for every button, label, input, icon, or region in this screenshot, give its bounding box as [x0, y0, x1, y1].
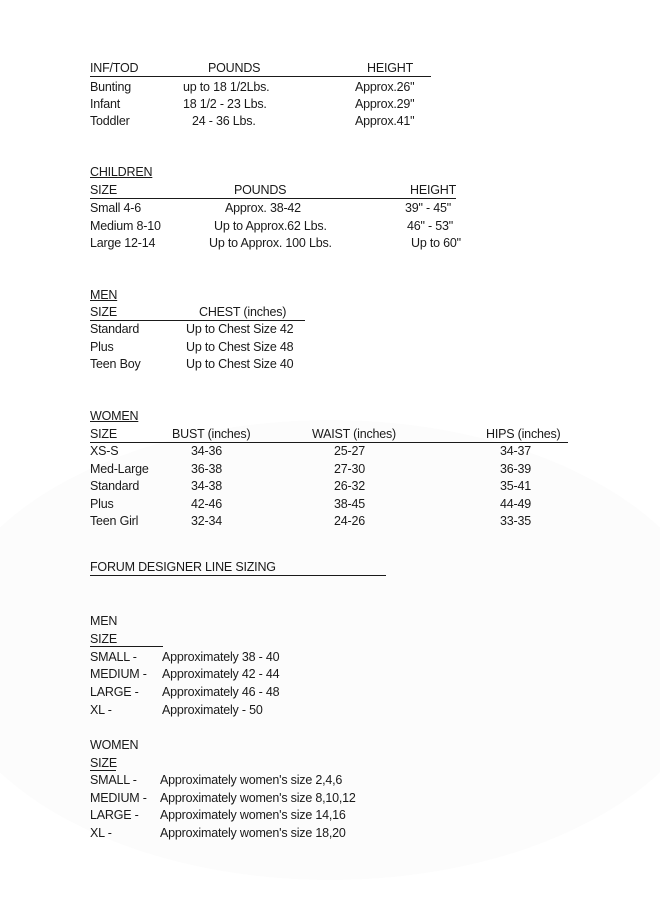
table-cell: 27-30: [334, 462, 365, 476]
list-item: MEDIUM -: [90, 791, 147, 805]
table-cell: Approx.41": [355, 114, 415, 128]
children-header-pounds: POUNDS: [234, 183, 287, 197]
women-header-rule: [90, 442, 568, 443]
table-cell: Small 4-6: [90, 201, 141, 215]
list-item: XL -: [90, 703, 112, 717]
women-title: WOMEN: [90, 409, 139, 423]
list-item: MEDIUM -: [90, 667, 147, 681]
women-header-waist: WAIST (inches): [312, 427, 397, 441]
list-item: Approximately women's size 2,4,6: [160, 773, 343, 787]
men-header-rule: [90, 320, 305, 321]
children-title: CHILDREN: [90, 165, 153, 179]
designer-men-size-rule: [90, 646, 163, 647]
table-cell: Infant: [90, 97, 121, 111]
women-header-hips: HIPS (inches): [486, 427, 561, 441]
table-cell: 34-36: [191, 444, 222, 458]
table-cell: Teen Boy: [90, 357, 141, 371]
list-item: SMALL -: [90, 650, 137, 664]
inf-tod-header-pounds: POUNDS: [208, 61, 261, 75]
men-header-size: SIZE: [90, 305, 117, 319]
table-cell: Standard: [90, 322, 140, 336]
table-cell: Approx. 38-42: [225, 201, 301, 215]
table-cell: 34-38: [191, 479, 222, 493]
table-cell: Up to Approx.62 Lbs.: [214, 219, 327, 233]
designer-title-rule: [90, 575, 386, 576]
table-cell: Approx.29": [355, 97, 415, 111]
table-cell: Bunting: [90, 80, 131, 94]
list-item: Approximately - 50: [162, 703, 263, 717]
table-cell: 38-45: [334, 497, 365, 511]
table-cell: 33-35: [500, 514, 531, 528]
table-cell: Med-Large: [90, 462, 149, 476]
designer-men-title: MEN: [90, 614, 118, 628]
list-item: Approximately 38 - 40: [162, 650, 280, 664]
table-cell: Approx.26": [355, 80, 415, 94]
table-cell: Teen Girl: [90, 514, 139, 528]
list-item: LARGE -: [90, 808, 139, 822]
table-cell: 18 1/2 - 23 Lbs.: [183, 97, 267, 111]
table-cell: 34-37: [500, 444, 531, 458]
table-cell: Plus: [90, 340, 114, 354]
table-cell: Up to Chest Size 40: [186, 357, 294, 371]
table-cell: Up to Approx. 100 Lbs.: [209, 236, 332, 250]
designer-men-size-label: SIZE: [90, 632, 117, 646]
table-cell: Large 12-14: [90, 236, 156, 250]
designer-women-size-rule: [90, 770, 116, 771]
table-cell: 46" - 53": [407, 219, 453, 233]
designer-title: FORUM DESIGNER LINE SIZING: [90, 560, 276, 574]
list-item: Approximately 42 - 44: [162, 667, 280, 681]
table-cell: XS-S: [90, 444, 119, 458]
list-item: Approximately women's size 14,16: [160, 808, 346, 822]
table-cell: 39" - 45": [405, 201, 451, 215]
list-item: LARGE -: [90, 685, 139, 699]
list-item: SMALL -: [90, 773, 137, 787]
table-cell: Standard: [90, 479, 140, 493]
women-header-size: SIZE: [90, 427, 117, 441]
men-header-chest: CHEST (inches): [199, 305, 287, 319]
table-cell: Up to Chest Size 48: [186, 340, 294, 354]
table-cell: Up to 60": [411, 236, 461, 250]
inf-tod-header-label: INF/TOD: [90, 61, 139, 75]
women-header-bust: BUST (inches): [172, 427, 251, 441]
table-cell: Medium 8-10: [90, 219, 161, 233]
table-cell: Plus: [90, 497, 114, 511]
table-cell: 36-38: [191, 462, 222, 476]
list-item: Approximately 46 - 48: [162, 685, 280, 699]
table-cell: 42-46: [191, 497, 222, 511]
table-cell: 24-26: [334, 514, 365, 528]
table-cell: 26-32: [334, 479, 365, 493]
table-cell: 44-49: [500, 497, 531, 511]
table-cell: 32-34: [191, 514, 222, 528]
table-cell: Toddler: [90, 114, 130, 128]
designer-women-size-label: SIZE: [90, 756, 117, 770]
list-item: Approximately women's size 18,20: [160, 826, 346, 840]
table-cell: Up to Chest Size 42: [186, 322, 294, 336]
list-item: Approximately women's size 8,10,12: [160, 791, 356, 805]
table-cell: 35-41: [500, 479, 531, 493]
designer-women-title: WOMEN: [90, 738, 139, 752]
table-cell: 25-27: [334, 444, 365, 458]
inf-tod-header-height: HEIGHT: [367, 61, 414, 75]
table-cell: 36-39: [500, 462, 531, 476]
children-header-size: SIZE: [90, 183, 117, 197]
table-cell: up to 18 1/2Lbs.: [183, 80, 270, 94]
children-header-rule: [90, 198, 456, 199]
table-cell: 24 - 36 Lbs.: [192, 114, 256, 128]
inf-tod-header-rule: [90, 76, 431, 77]
men-title: MEN: [90, 288, 118, 302]
children-header-height: HEIGHT: [410, 183, 457, 197]
list-item: XL -: [90, 826, 112, 840]
